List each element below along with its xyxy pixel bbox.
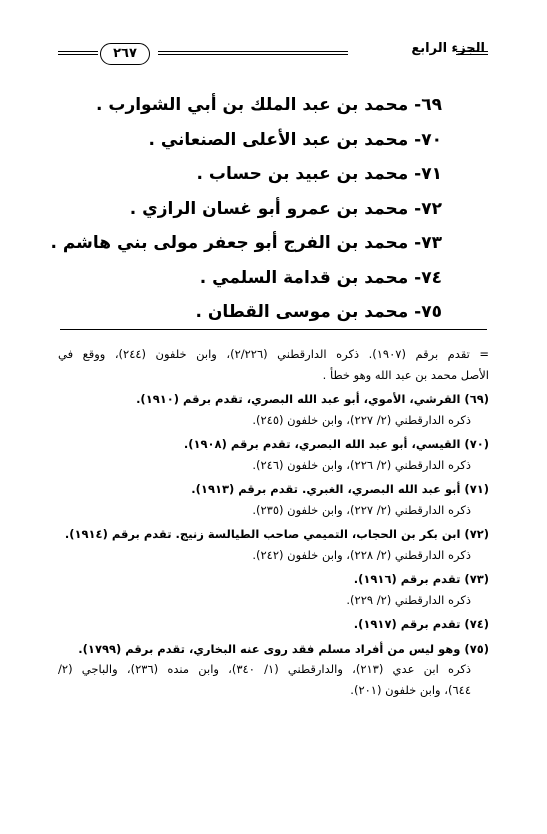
footnote-separator — [60, 329, 487, 330]
list-item: ٧٥- محمد بن موسى القطان . — [195, 302, 442, 322]
footnote-69-head: (٦٩) القرشي، الأموي، أبو عبد الله البصري، تقدم برقم (١٩١٠). — [136, 392, 489, 406]
names-list — [42, 88, 442, 330]
footnote-71-head: (٧١) أبو عبد الله البصري، الغبري. تقدم برقم (١٩١٣). — [191, 482, 489, 496]
footnote-72-head: (٧٢) ابن بكر بن الحجاب، التميمي صاحب الطيالسة زنيج. تقدم برقم (١٩١٤). — [64, 527, 489, 541]
footnote-72-source: ذكره الدارقطني (٢/ ٢٢٨)، وابن خلفون (٢٤٢). — [252, 547, 471, 562]
page-number: ٢٦٧ — [100, 43, 150, 65]
footnotes — [58, 344, 489, 700]
list-item: ٧٢- محمد بن عمرو أبو غسان الرازي . — [129, 198, 442, 219]
footnote-continuation-line: الأصل محمد بن عبد الله وهو خطأ . — [322, 367, 489, 382]
running-header-title: الجزء الرابع — [411, 41, 485, 56]
header-rule-right-2 — [158, 54, 348, 55]
footnote-74-head: (٧٤) تقدم برقم (١٩١٧). — [353, 617, 489, 631]
list-item: ٧٤- محمد بن قدامة السلمي . — [199, 267, 442, 288]
footnote-69-source: ذكره الدارقطني (٢/ ٢٢٧)، وابن خلفون (٢٤٥). — [252, 412, 471, 427]
footnote-continuation-line: = تقدم برقم (١٩٠٧). ذكره الدارقطني (٢/٢٢٦)، وابن خلفون (٢٤٤)، ووقع في — [58, 347, 489, 361]
footnote-75-head: (٧٥) وهو ليس من أفراد مسلم فقد روى عنه البخاري، تقدم برقم (١٧٩٩). — [78, 641, 489, 656]
footnote-73-head: (٧٣) تقدم برقم (١٩١٦). — [353, 572, 489, 586]
list-item: ٦٩- محمد بن عبد الملك بن أبي الشوارب . — [95, 95, 442, 115]
list-item: ٧٠- محمد بن عبد الأعلى الصنعاني . — [148, 129, 442, 150]
footnote-75-source-cont: ٦٤٤)، وابن خلفون (٢٠١). — [350, 682, 471, 697]
footnote-70-head: (٧٠) القيسي، أبو عبد الله البصري، تقدم برقم (١٩٠٨). — [183, 437, 489, 451]
footnote-70-source: ذكره الدارقطني (٢/ ٢٢٦)، وابن خلفون (٢٤٦). — [252, 457, 471, 472]
list-item: ٧١- محمد بن عبيد بن حساب . — [196, 164, 442, 184]
header-rule-left-2 — [58, 54, 98, 55]
footnote-71-source: ذكره الدارقطني (٢/ ٢٢٧)، وابن خلفون (٢٣٥). — [252, 502, 471, 517]
footnote-75-source: ذكره ابن عدي (٢١٣)، والدارقطني (١/ ٣٤٠)، وابن منده (٢٣٦)، والباجي (٢/ — [58, 662, 472, 676]
header-rule-left — [58, 51, 98, 52]
header-rule-right — [158, 51, 348, 52]
list-item: ٧٣- محمد بن الفرج أبو جعفر مولى بني هاشم . — [50, 233, 442, 253]
footnote-73-source: ذكره الدارقطني (٢/ ٢٢٩). — [346, 592, 471, 607]
